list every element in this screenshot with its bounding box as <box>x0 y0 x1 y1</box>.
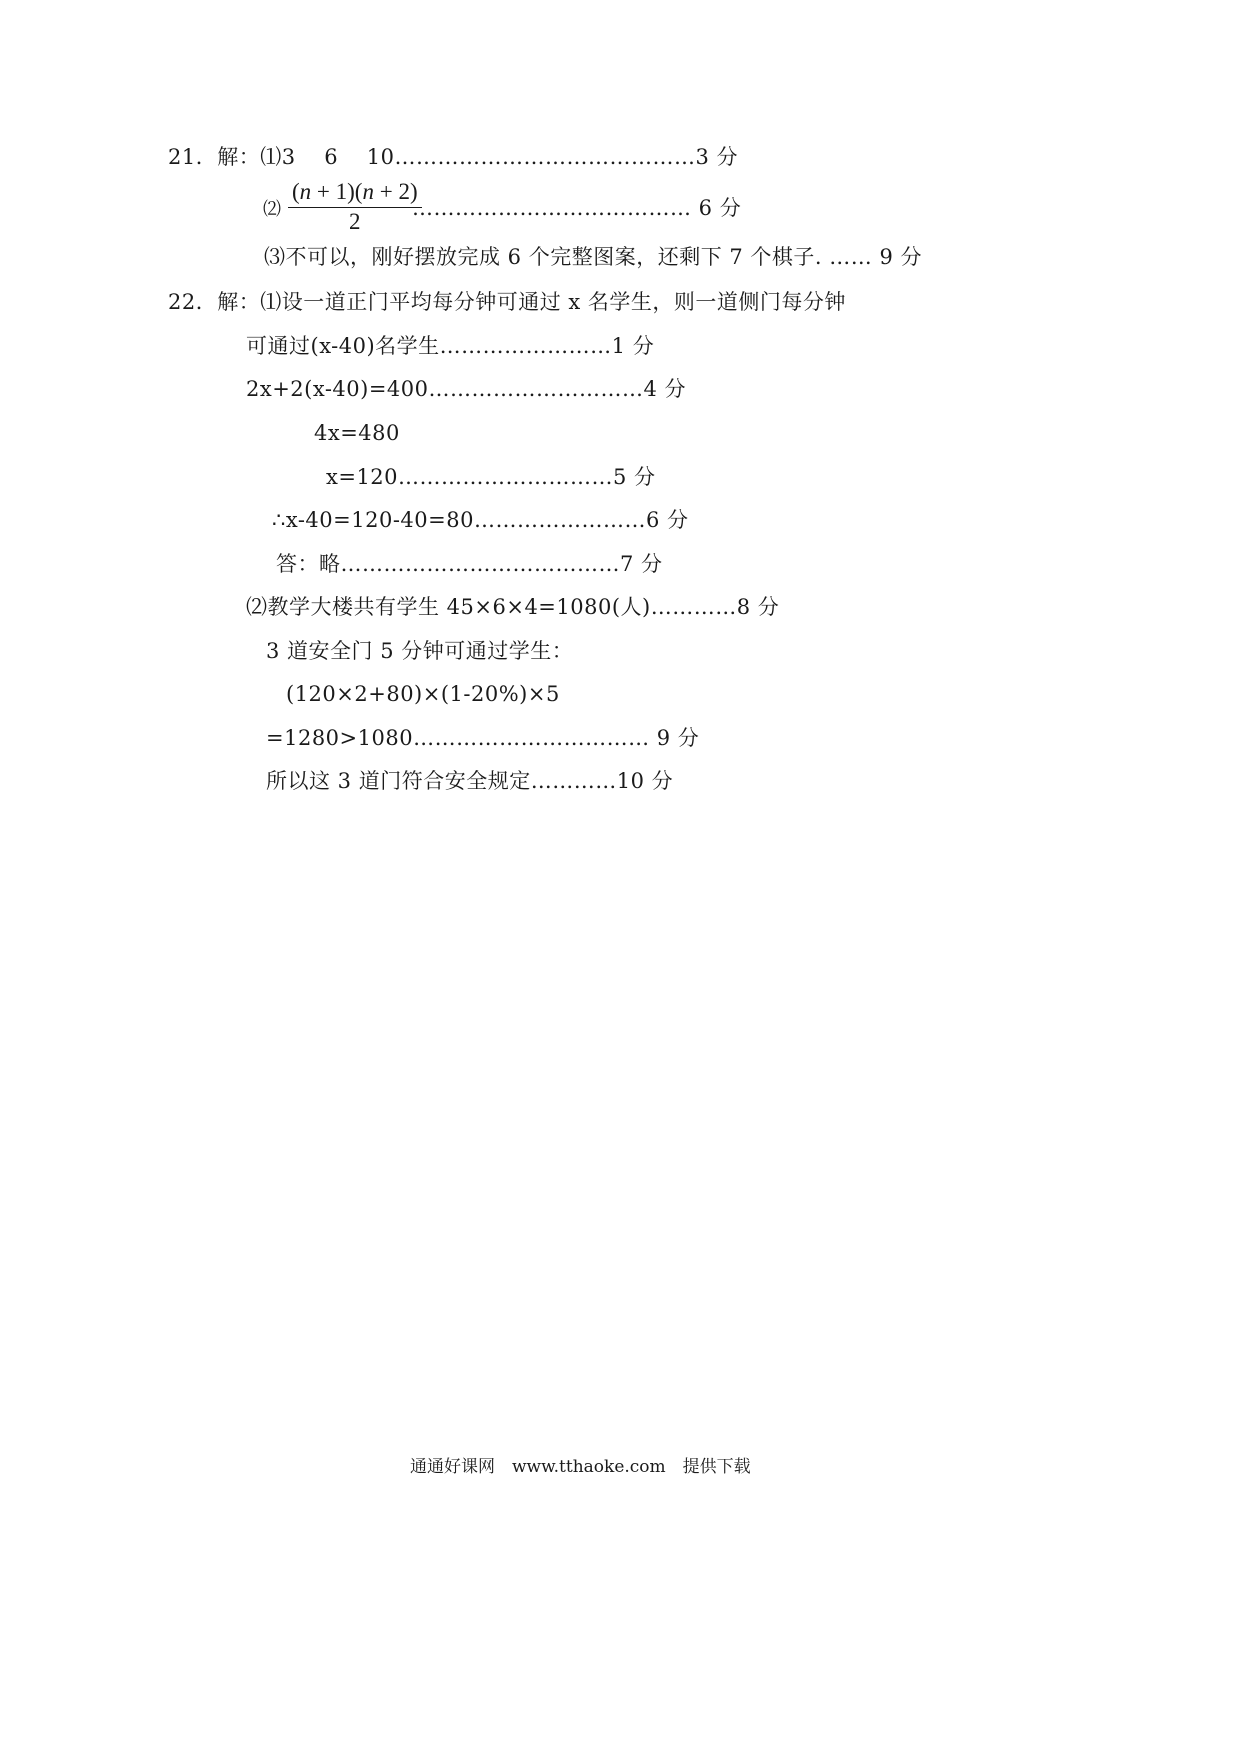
q22-line11: =1280>1080…………………………… 9 分 <box>266 726 700 750</box>
fraction-numerator: (n + 1)(n + 2) <box>288 179 422 208</box>
q22-line10: (120×2+80)×(1-20%)×5 <box>286 682 560 706</box>
q22-line5: x=120…………………………5 分 <box>326 465 656 489</box>
q22-line3: 2x+2(x-40)=400…………………………4 分 <box>246 377 687 401</box>
fraction-denominator: 2 <box>349 209 361 234</box>
page-footer: 通通好课网 www.tthaoke.com 提供下载 <box>410 1457 751 1477</box>
q22-line12: 所以这 3 道门符合安全规定…………10 分 <box>266 769 674 793</box>
q22-line2: 可通过(x-40)名学生……………………1 分 <box>246 334 655 358</box>
q22-line9: 3 道安全门 5 分钟可通过学生： <box>266 639 574 663</box>
q21-part3: ⑶不可以，刚好摆放完成 6 个完整图案，还剩下 7 个棋子. …… 9 分 <box>264 245 922 269</box>
q21-part2-label: ⑵ <box>263 199 282 220</box>
q21-part2-fraction <box>288 179 422 236</box>
q21-part1: 21．解：⑴3 6 10……………………………………3 分 <box>168 145 739 169</box>
q22-line7: 答：略…………………………………7 分 <box>276 552 663 576</box>
q22-line1: 22．解：⑴设一道正门平均每分钟可通过 x 名学生，则一道侧门每分钟 <box>168 290 846 314</box>
q22-line4: 4x=480 <box>314 421 400 445</box>
q22-line6: ∴x-40=120-40=80……………………6 分 <box>272 508 689 532</box>
q22-line8: ⑵教学大楼共有学生 45×6×4=1080(人)…………8 分 <box>246 595 780 619</box>
q21-part2-score: ………………………………… 6 分 <box>412 196 742 220</box>
